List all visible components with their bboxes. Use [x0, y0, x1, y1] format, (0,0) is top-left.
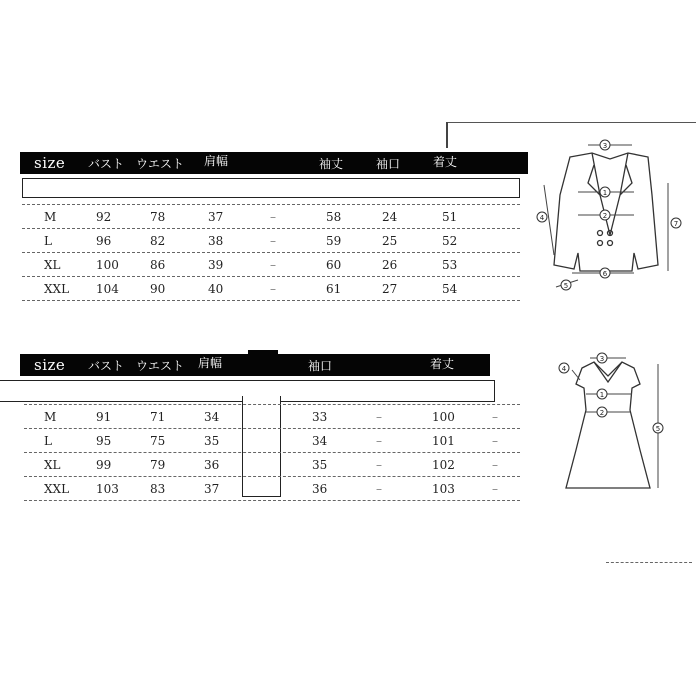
header-notch [248, 350, 278, 356]
table-cell: 52 [442, 234, 458, 248]
row-divider [22, 276, 520, 277]
table-cell: 99 [96, 458, 112, 472]
header-waist: ウエスト [136, 359, 185, 373]
marker-label: 5 [563, 282, 569, 290]
table-cell: – [492, 434, 498, 448]
top-table-blank-bar [22, 178, 520, 198]
table-cell: 58 [326, 210, 342, 224]
table-cell: 37 [204, 482, 220, 496]
header-cuff: 袖口 [376, 157, 401, 171]
table-cell: 92 [96, 210, 112, 224]
header-shoulder: 肩幅 [198, 356, 223, 370]
table-cell: 103 [96, 482, 119, 496]
table-cell: – [270, 210, 276, 224]
top-table-header [20, 152, 528, 174]
marker-label: 6 [602, 270, 608, 278]
table-cell: 75 [150, 434, 166, 448]
header-length: 着丈 [430, 357, 455, 371]
header-size: size [34, 356, 66, 374]
table-cell: 26 [382, 258, 398, 272]
marker-label: 4 [539, 214, 545, 222]
table-cell: 96 [96, 234, 112, 248]
table-cell: – [376, 482, 382, 496]
table-cell: 86 [150, 258, 166, 272]
table-cell: 35 [312, 458, 328, 472]
table-cell: 60 [326, 258, 342, 272]
table-cell: 82 [150, 234, 166, 248]
table-cell: – [492, 458, 498, 472]
top-rule-tick [446, 122, 448, 148]
size-label: L [44, 234, 52, 248]
table-cell: – [376, 434, 382, 448]
size-label: M [44, 410, 57, 424]
header-waist: ウエスト [136, 157, 185, 171]
jacket-illustration [530, 135, 690, 295]
table-cell: 51 [442, 210, 458, 224]
table-cell: – [492, 482, 498, 496]
table-cell: 103 [432, 482, 455, 496]
table-cell: 61 [326, 282, 342, 296]
table-cell: 54 [442, 282, 458, 296]
size-label: M [44, 210, 57, 224]
marker-label: 3 [599, 355, 605, 363]
marker-label: 1 [602, 189, 608, 197]
table-cell: 100 [96, 258, 119, 272]
table-cell: 100 [432, 410, 455, 424]
row-divider [24, 452, 520, 453]
size-label: XXL [44, 282, 70, 296]
table-cell: 79 [150, 458, 166, 472]
marker-label: 4 [561, 365, 567, 373]
table-cell: 71 [150, 410, 166, 424]
marker-label: 5 [655, 425, 661, 433]
table-cell: 35 [204, 434, 220, 448]
table-cell: 36 [312, 482, 328, 496]
row-divider [22, 252, 520, 253]
table-cell: 37 [208, 210, 224, 224]
table-cell: 90 [150, 282, 166, 296]
size-label: XL [44, 458, 61, 472]
table-cell: 83 [150, 482, 166, 496]
table-cell: – [270, 234, 276, 248]
table-cell: 78 [150, 210, 166, 224]
table-cell: – [270, 282, 276, 296]
marker-label: 2 [599, 409, 605, 417]
header-cuff: 袖口 [308, 359, 333, 373]
size-label: XL [44, 258, 61, 272]
table-cell: 24 [382, 210, 398, 224]
table-cell: 101 [432, 434, 455, 448]
table-cell: – [376, 410, 382, 424]
size-label: XXL [44, 482, 70, 496]
header-shoulder: 肩幅 [204, 154, 229, 168]
row-divider [24, 476, 520, 477]
table-cell: – [492, 410, 498, 424]
header-size: size [34, 154, 66, 172]
dress-illustration [550, 350, 680, 495]
table-cell: 53 [442, 258, 458, 272]
table-cell: – [376, 458, 382, 472]
table-cell: 39 [208, 258, 224, 272]
table-cell: 59 [326, 234, 342, 248]
row-divider [22, 300, 520, 301]
table-cell: 25 [382, 234, 398, 248]
header-bust: バスト [88, 359, 125, 373]
row-divider [22, 228, 520, 229]
marker-label: 3 [602, 142, 608, 150]
table-cell: 104 [96, 282, 119, 296]
header-bust: バスト [88, 157, 125, 171]
size-label: L [44, 434, 52, 448]
row-divider [24, 500, 520, 501]
table-cell: 38 [208, 234, 224, 248]
row-divider [24, 428, 520, 429]
bottom-table-header [20, 354, 490, 376]
top-rule [448, 122, 696, 123]
header-length: 着丈 [433, 155, 458, 169]
table-cell: – [270, 258, 276, 272]
table-cell: 36 [204, 458, 220, 472]
table-cell: 27 [382, 282, 398, 296]
corner-dashed-line [606, 562, 692, 563]
marker-label: 7 [673, 220, 679, 228]
table-cell: 95 [96, 434, 112, 448]
table-cell: 33 [312, 410, 328, 424]
header-sleeve-length: 袖丈 [319, 157, 344, 171]
marker-label: 1 [599, 391, 605, 399]
marker-label: 2 [602, 212, 608, 220]
table-cell: 102 [432, 458, 455, 472]
table-cell: 40 [208, 282, 224, 296]
row-divider [22, 204, 520, 205]
table-cell: 34 [312, 434, 328, 448]
table-cell: 91 [96, 410, 112, 424]
row-divider [24, 404, 520, 405]
table-cell: 34 [204, 410, 220, 424]
